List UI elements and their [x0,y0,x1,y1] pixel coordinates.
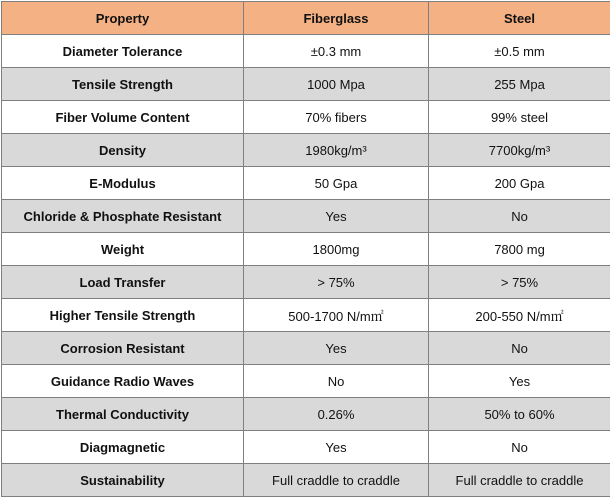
table-row [2,233,610,266]
table-row [2,365,610,398]
table-body [2,35,610,497]
fiberglass-cell: 500-1700 N/m㎡ [244,299,429,332]
steel-cell: No [429,332,610,365]
steel-cell: > 75% [429,266,610,299]
header-steel: Steel [429,2,610,35]
fiberglass-cell: Yes [244,431,429,464]
fiberglass-cell: 70% fibers [244,101,429,134]
table-row [2,101,610,134]
steel-cell: 50% to 60% [429,398,610,431]
header-property: Property [2,2,244,35]
table-row [2,200,610,233]
steel-cell: Yes [429,365,610,398]
fiberglass-cell: Yes [244,332,429,365]
fiberglass-cell: 0.26% [244,398,429,431]
steel-cell: 200-550 N/m㎡ [429,299,610,332]
table-row [2,134,610,167]
fiberglass-cell: 1000 Mpa [244,68,429,101]
property-cell: Chloride & Phosphate Resistant [2,200,244,233]
property-cell: Load Transfer [2,266,244,299]
fiberglass-cell: ±0.3 mm [244,35,429,68]
fiberglass-cell: > 75% [244,266,429,299]
property-cell: Diameter Tolerance [2,35,244,68]
steel-cell: 200 Gpa [429,167,610,200]
property-cell: Fiber Volume Content [2,101,244,134]
property-cell: Diagmagnetic [2,431,244,464]
fiberglass-cell: 1980kg/m³ [244,134,429,167]
steel-cell: 255 Mpa [429,68,610,101]
property-cell: Higher Tensile Strength [2,299,244,332]
table-row [2,299,610,332]
steel-cell: Full craddle to craddle [429,464,610,497]
table-row [2,68,610,101]
table-row [2,464,610,497]
table-header [2,2,610,35]
steel-cell: ±0.5 mm [429,35,610,68]
fiberglass-cell: No [244,365,429,398]
steel-cell: 99% steel [429,101,610,134]
steel-cell: No [429,431,610,464]
fiberglass-cell: 50 Gpa [244,167,429,200]
table-row [2,266,610,299]
fiberglass-cell: 1800mg [244,233,429,266]
property-cell: Thermal Conductivity [2,398,244,431]
table-row [2,398,610,431]
property-cell: Corrosion Resistant [2,332,244,365]
table-row [2,332,610,365]
steel-cell: 7800 mg [429,233,610,266]
property-cell: Sustainability [2,464,244,497]
fiberglass-cell: Full craddle to craddle [244,464,429,497]
table-row [2,35,610,68]
fiberglass-cell: Yes [244,200,429,233]
steel-cell: No [429,200,610,233]
property-cell: Density [2,134,244,167]
steel-cell: 7700kg/m³ [429,134,610,167]
property-cell: Tensile Strength [2,68,244,101]
header-row [2,2,610,35]
header-fiberglass: Fiberglass [244,2,429,35]
table-row [2,167,610,200]
table-row [2,431,610,464]
property-cell: Weight [2,233,244,266]
comparison-table [1,1,610,497]
property-cell: Guidance Radio Waves [2,365,244,398]
property-cell: E-Modulus [2,167,244,200]
